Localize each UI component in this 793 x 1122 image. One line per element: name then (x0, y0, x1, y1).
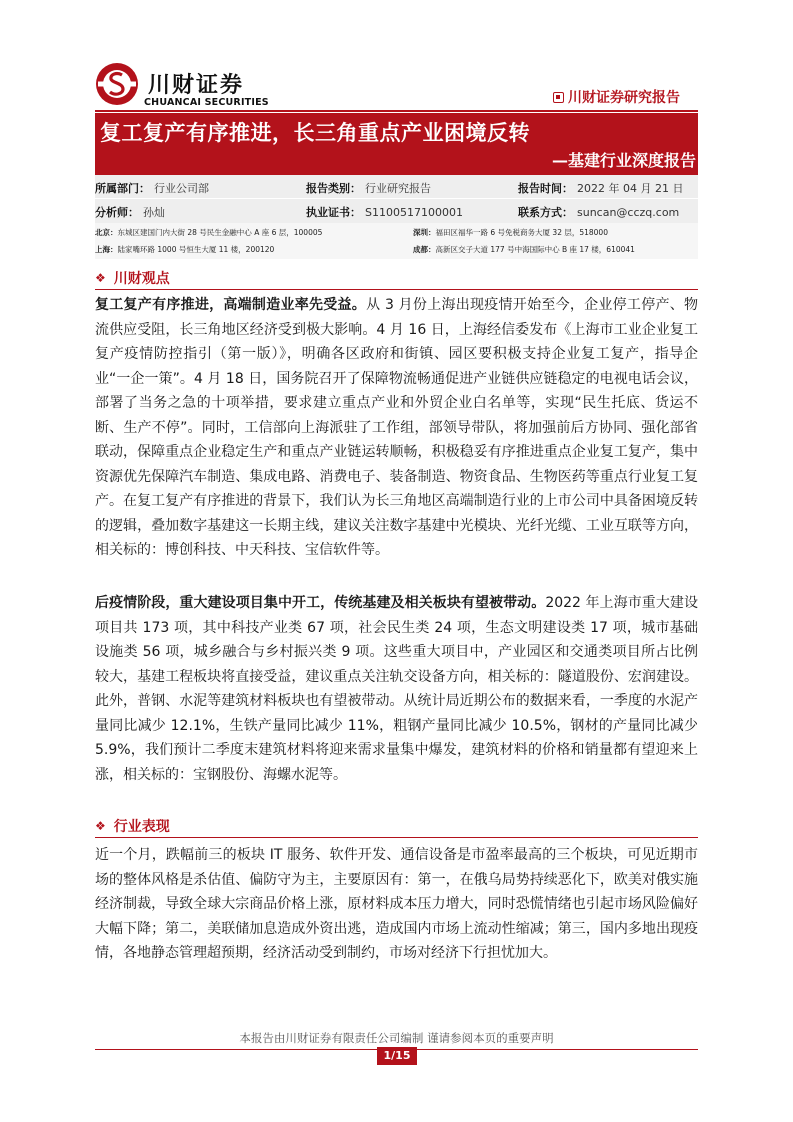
address-chengdu (413, 244, 635, 255)
type-label: 报告类别： (306, 182, 361, 195)
paragraph-recovery (95, 293, 698, 563)
time-cell (518, 180, 683, 196)
address-shanghai (95, 244, 274, 255)
type-cell (306, 180, 431, 196)
cert-cell (306, 204, 463, 220)
report-tag-label: 川财证券研究报告 (568, 90, 680, 106)
brand-name-cn: 川财证券 (148, 73, 245, 98)
paragraph-recovery-lead: 复工复产有序推进，高端制造业率先受益。 (95, 297, 367, 313)
report-title: 复工复产有序推进，长三角重点产业困境反转 (100, 121, 530, 145)
paragraph-market (95, 843, 698, 966)
paragraph-infrastructure-lead: 后疫情阶段，重大建设项目集中开工，传统基建及相关板块有望被带动。 (95, 595, 546, 611)
cert-value: S1100517100001 (365, 206, 463, 219)
section-heading-view-text: 川财观点 (113, 271, 170, 287)
section-divider (95, 289, 698, 290)
info-row-1 (95, 175, 698, 199)
section-heading-performance (95, 816, 170, 836)
paragraph-recovery-body: 从 3 月份上海出现疫情开始至今，企业停工停产、物流供应受阻，长三角地区经济受到极大影响。4 月 16 日，上海经信委发布《上海市工业企业复工复产疫情防控指引（第一版）》，明确各区政府和街镇、园区要积极支持企业复工复产，指导企业“一企一策”。4 月 18 日，国务院召开了保障物流畅通促进产业链供应链稳定的电视电话会议，部署了当务之急的十项举措，要求建立重点产业和外贸企业白名单等，实现“民生托底、货运不断、生产不停”。同时，工信部向上海派驻了工作组，部领导带队，将加强前后方协同、强化部省联动，保障重点企业稳定生产和重点产业链运转顺畅，积极稳妥有序推进重点企业复工复产，集中资源优先保障汽车制造、集成电路、消费电子、装备制造、物资食品、生物医药等重点行业复工复产。在复工复产有序推进的背景下，我们认为长三角地区高端制造行业的上市公司中具备困境反转的逻辑，叠加数字基建这一长期主线，建议关注数字基建中光模块、光纤光缆、工业互联等方向，相关标的：博创科技、中天科技、宝信软件等。 (95, 297, 698, 558)
diamond-bullet-icon: ❖ (95, 819, 106, 833)
cert-label: 执业证书： (306, 206, 361, 219)
contact-cell (518, 204, 679, 220)
footer-disclaimer: 本报告由川财证券有限责任公司编制 谨请参阅本页的重要声明 (239, 1031, 554, 1045)
company-logo-icon (95, 62, 139, 106)
page-number: 1/15 (377, 1047, 417, 1065)
report-subtitle: —基建行业深度报告 (551, 151, 696, 170)
dept-label: 所属部门： (95, 182, 150, 195)
address-beijing (95, 227, 322, 238)
dept-value: 行业公司部 (154, 182, 209, 195)
header-divider (95, 110, 698, 112)
info-row-2 (95, 199, 698, 222)
report-info-table (95, 175, 698, 223)
section-divider (95, 837, 698, 838)
address-shenzhen (413, 227, 608, 238)
dept-cell (95, 180, 209, 196)
section-heading-view (95, 268, 170, 288)
report-type-tag (553, 87, 680, 107)
type-value: 行业研究报告 (365, 182, 431, 195)
address-beijing-label: 北京： (95, 228, 118, 237)
contact-value[interactable]: suncan@cczq.com (577, 206, 680, 219)
paragraph-infrastructure-body: 2022 年上海市重大建设项目共 173 项，其中科技产业类 67 项，社会民生类 24 项，生态文明建设类 17 项，城市基础设施类 56 项，城乡融合与乡村振兴类 9 项。这些重大项目中，产业园区和交通类项目所占比例较大，基建工程板块将直接受益，建议重点关注轨交设备方向，相关标的：隧道股份、宏润建设。此外，普钢、水泥等建筑材料板块也有望被带动。从统计局近期公布的数据来看，一季度的水泥产量同比减少 12.1%，生铁产量同比减少 11%，粗钢产量同比减少 10.5%，钢材的产量同比减少 5.9%，我们预计二季度末建筑材料将迎来需求量集中爆发，建筑材料的价格和销量都有望迎来上涨，相关标的：宝钢股份、海螺水泥等。 (95, 595, 698, 783)
analyst-value: 孙灿 (143, 206, 165, 219)
paragraph-market-body: 近一个月，跌幅前三的板块 IT 服务、软件开发、通信设备是市盈率最高的三个板块，可见近期市场的整体风格是杀估值、偏防守为主，主要原因有：第一，在俄乌局势持续恶化下，欧美对俄实施经济制裁，导致全球大宗商品价格上涨，原材料成本压力增大，同时恐慌情绪也引起市场风险偏好大幅下降；第二，美联储加息造成外资出逃，造成国内市场上流动性缩减；第三，国内多地出现疫情，各地静态管理超预期，经济活动受到制约，市场对经济下行担忧加大。 (95, 847, 698, 961)
paragraph-infrastructure (95, 591, 698, 787)
office-addresses (95, 223, 698, 259)
address-chengdu-text: 高新区交子大道 177 号中海国际中心 B 座 17 楼，610041 (435, 245, 635, 254)
tag-square-icon (553, 92, 564, 103)
brand-name-en: CHUANCAI SECURITIES (144, 97, 269, 108)
diamond-bullet-icon: ❖ (95, 271, 106, 285)
address-shenzhen-label: 深圳： (413, 228, 436, 237)
time-value: 2022 年 04 月 21 日 (577, 182, 684, 195)
time-label: 报告时间： (518, 182, 573, 195)
analyst-label: 分析师： (95, 206, 139, 219)
address-beijing-text: 东城区建国门内大街 28 号民生金融中心 A 座 6 层，100005 (117, 228, 323, 237)
contact-label: 联系方式： (518, 206, 573, 219)
address-shenzhen-text: 福田区福华一路 6 号免税商务大厦 32 层，518000 (435, 228, 608, 237)
address-shanghai-label: 上海： (95, 245, 118, 254)
address-chengdu-label: 成都： (413, 245, 436, 254)
analyst-cell (95, 204, 165, 220)
address-shanghai-text: 陆家嘴环路 1000 号恒生大厦 11 楼，200120 (117, 245, 275, 254)
section-heading-performance-text: 行业表现 (113, 819, 170, 835)
